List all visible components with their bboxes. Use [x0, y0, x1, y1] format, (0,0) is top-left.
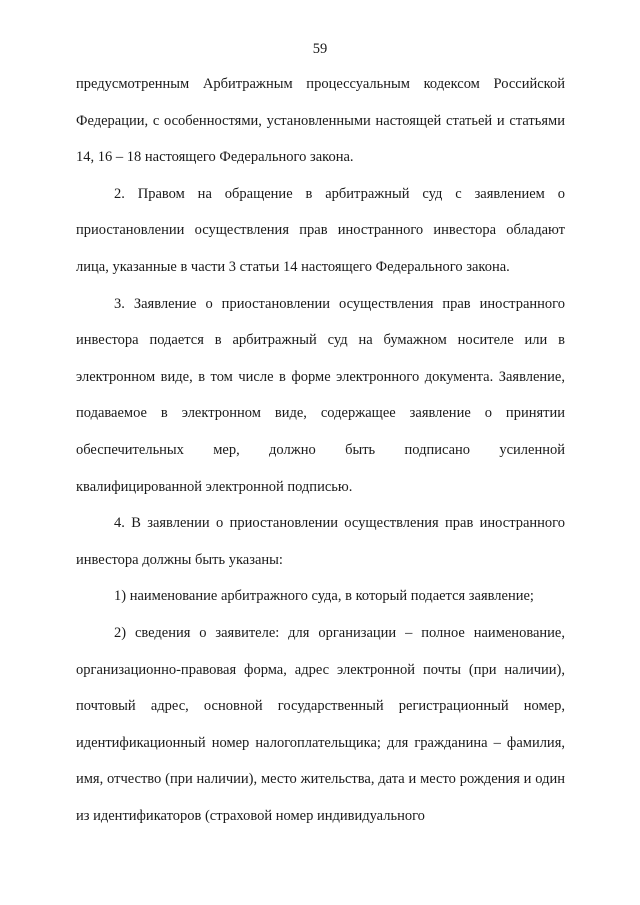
paragraph-item-3: 3. Заявление о приостановлении осуществления прав иностранного инвестора подается в арбитражный суд на бумажном носителе или в электронном виде, в том числе в форме электронного документа. Заявление, подаваемое в электронном виде, содержащее заявление о принятии обеспечительных мер, должно быть подписано усиленной квалифицированной электронной подписью.	[76, 295, 565, 495]
paragraph-continuation: предусмотренным Арбитражным процессуальным кодексом Российской Федерации, с особенностями, установленными настоящей статьей и статьями 14, 16 – 18 настоящего Федерального закона.	[76, 76, 565, 166]
page-number: 59	[312, 41, 328, 57]
document-body	[76, 66, 565, 834]
paragraph-item-4: 4. В заявлении о приостановлении осуществления прав иностранного инвестора должны быть указаны:	[76, 515, 565, 568]
paragraph-item-2: 2. Правом на обращение в арбитражный суд с заявлением о приостановлении осуществления прав иностранного инвестора обладают лица, указанные в части 3 статьи 14 настоящего Федерального закона.	[76, 185, 565, 275]
paragraph-subitem-1: 1) наименование арбитражного суда, в который подается заявление;	[114, 588, 534, 605]
paragraph-subitem-2: 2) сведения о заявителе: для организации – полное наименование, организационно-правовая форма, адрес электронной почты (при наличии), почтовый адрес, основной государственный регистрационный номер, идентификационный номер налогоплательщика; для гражданина – фамилия, имя, отчество (при наличии), место жительства, дата и место рождения и один из идентификаторов (страховой номер индивидуального	[76, 624, 565, 824]
